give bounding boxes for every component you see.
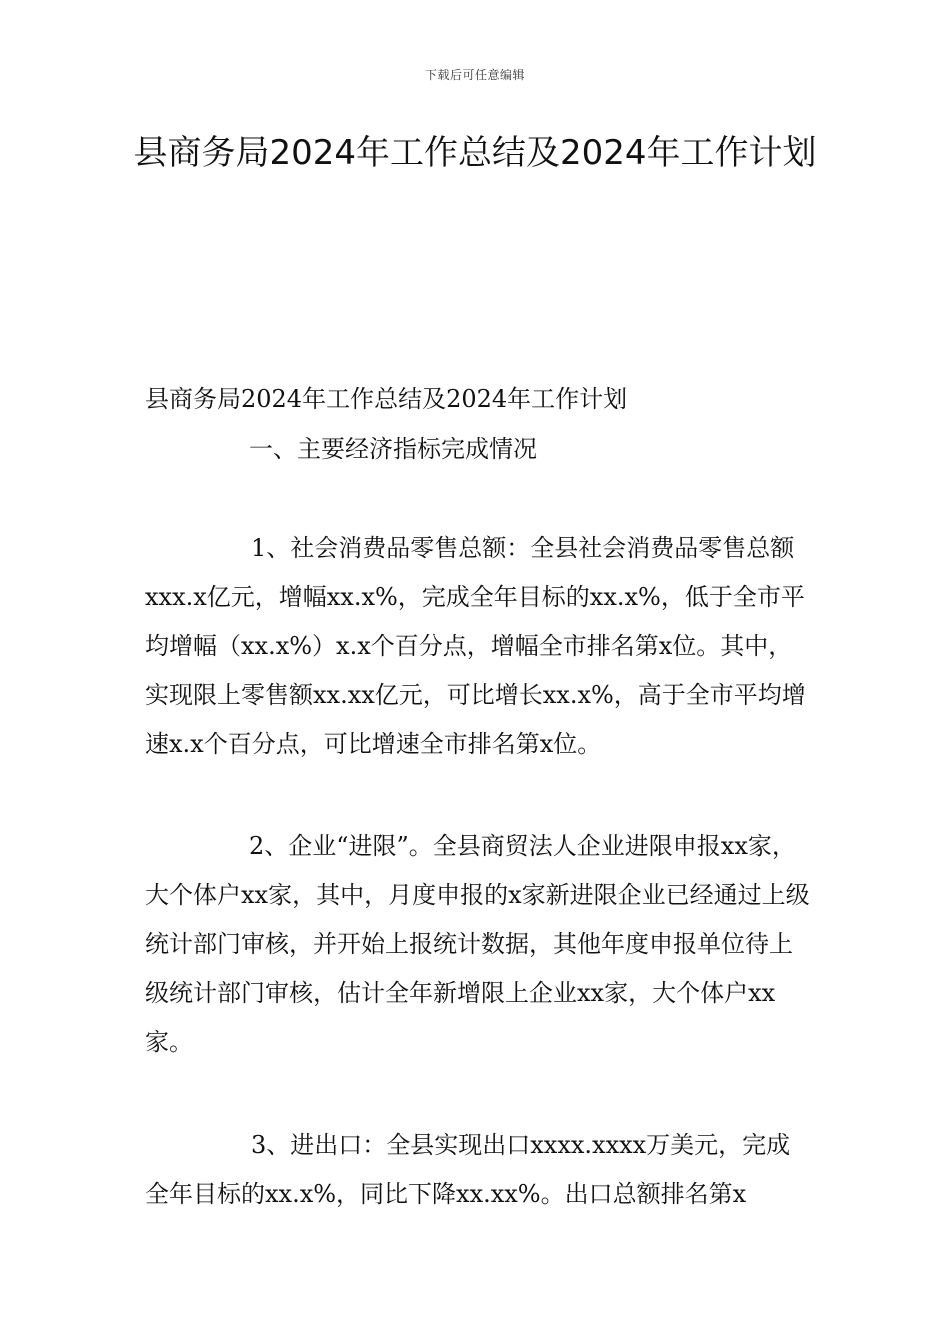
header-note: 下载后可任意编辑 [424,68,525,82]
paragraph-retail-sales: 1、社会消费品零售总额：全县社会消费品零售总额xxx.x亿元，增幅xx.x%，完成全年目标的xx.x%，低于全市平均增幅（xx.x%）x.x个百分点，增幅全市排名第x位。其中，实现限上零售额xx.xx亿元，可比增长xx.x%，高于全市平均增速x.x个百分点，可比增速全市排名第x位。 [145,534,806,758]
paragraph-import-export: 3、进出口：全县实现出口xxxx.xxxx万美元，完成全年目标的xx.x%，同比下降xx.xx%。出口总额排名第x [145,1131,791,1208]
document-title: 县商务局2024年工作总结及2024年工作计划 [133,133,817,173]
document-subtitle: 县商务局2024年工作总结及2024年工作计划 [145,385,628,413]
paragraph-enterprise-limits: 2、企业“进限”。全县商贸法人企业进限申报xx家，大个体户xx家，其中，月度申报的x家新进限企业已经通过上级统计部门审核，并开始上报统计数据，其他年度申报单位待上级统计部门审核，估计全年新增限上企业xx家，大个体户xx家。 [145,832,810,1056]
section-heading: 一、主要经济指标完成情况 [249,435,537,463]
